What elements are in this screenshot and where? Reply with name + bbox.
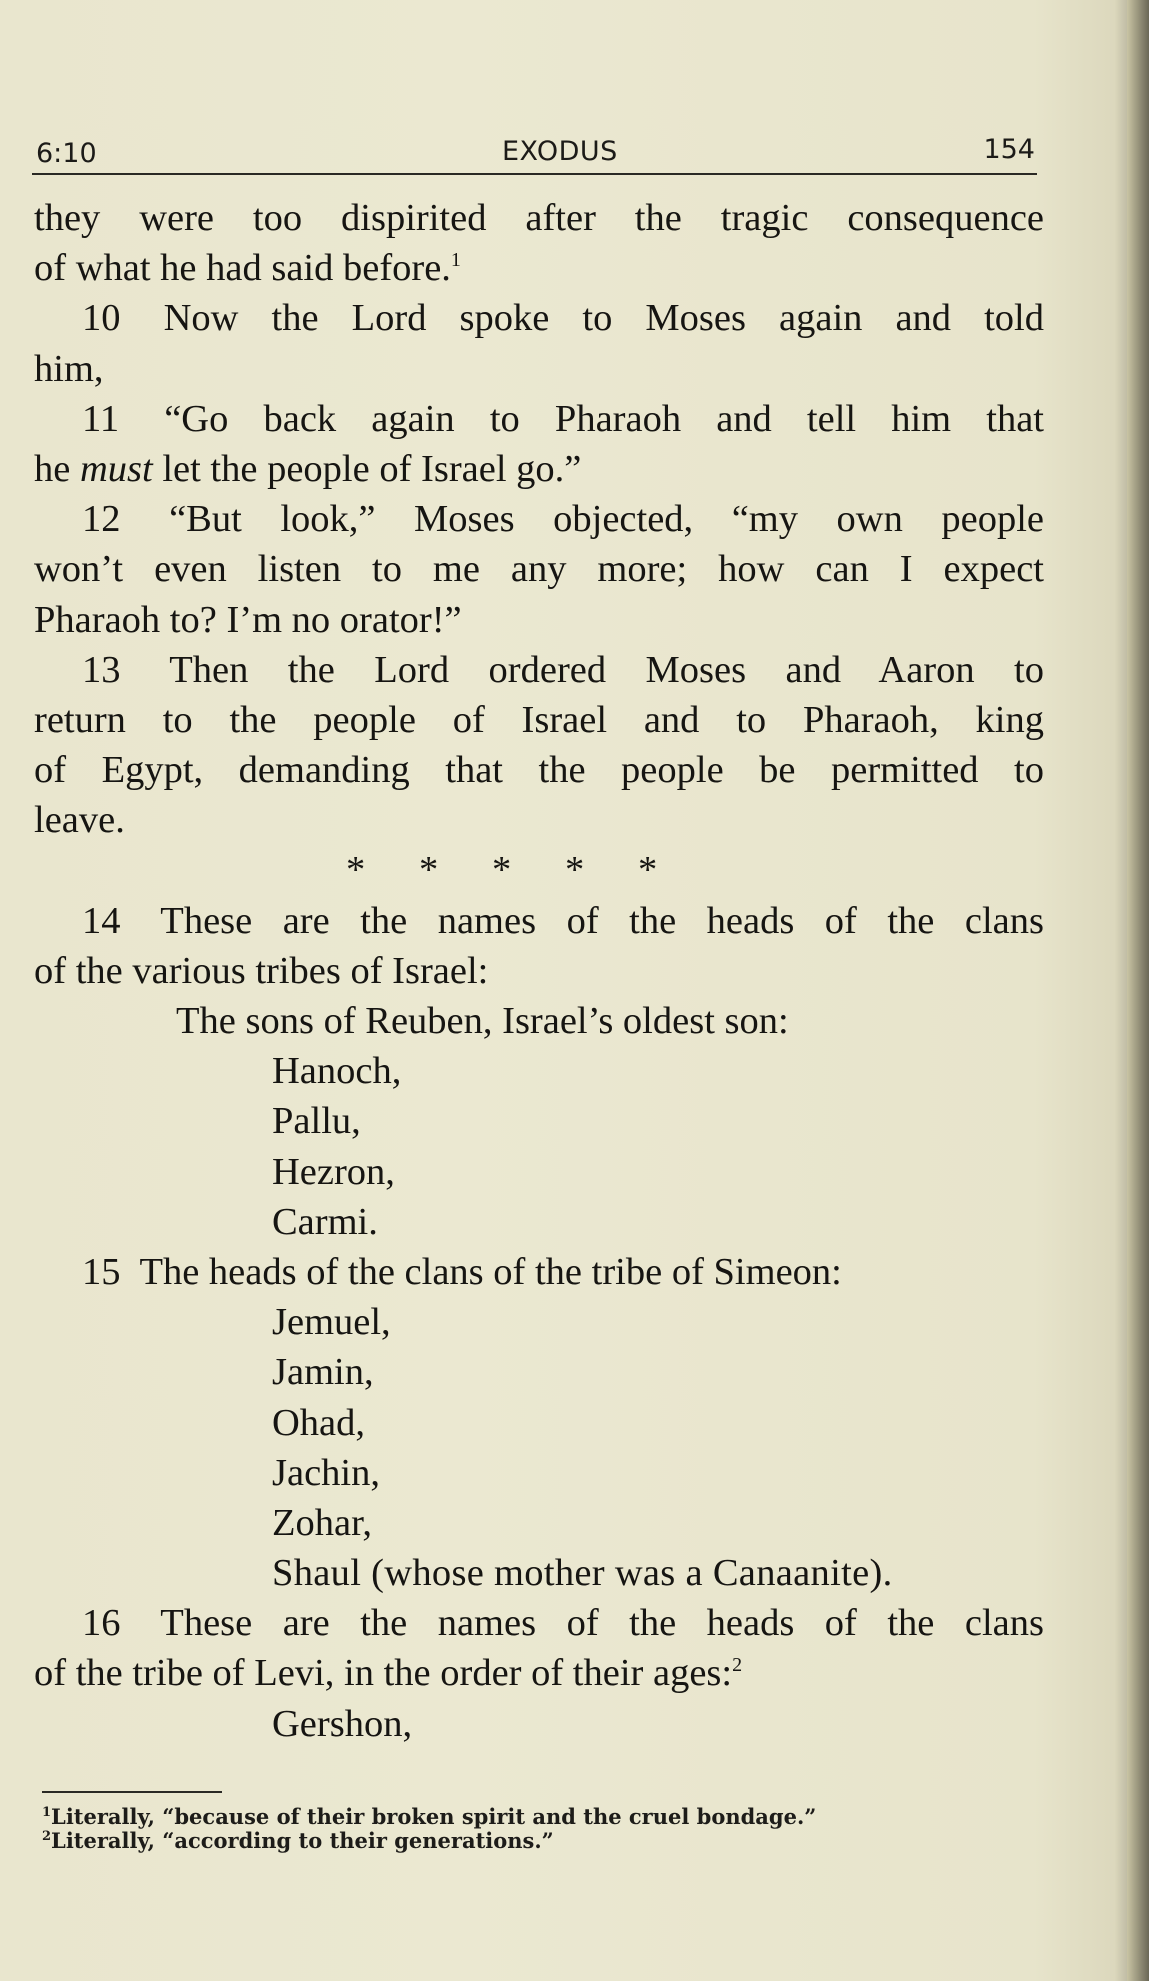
chapter-reference: 6:10 <box>36 138 97 169</box>
text-line: won’t even listen to me any more; how can I expect <box>34 548 1044 591</box>
text-line: Pharaoh to? I’m no orator!” <box>34 598 462 641</box>
list-item: Hanoch, <box>272 1050 402 1093</box>
text-line: him, <box>34 347 104 390</box>
footnote-rule <box>42 1791 222 1793</box>
book-title: EXODUS <box>502 136 618 167</box>
footnote <box>42 1805 942 1829</box>
verse-number: 15 <box>82 1250 121 1293</box>
text-line: of the tribe of Levi, in the order of their ages:$^2$ <box>34 1652 743 1695</box>
verse-10: 10 Now the Lord spoke to Moses again and told <box>82 297 1045 340</box>
verse-11: 11 “Go back again to Pharaoh and tell him that <box>82 397 1045 440</box>
footnote-mark: 1 <box>42 1805 52 1820</box>
asterisk: * <box>346 849 366 892</box>
verse-number: 12 <box>82 498 121 541</box>
list-item: Shaul (whose mother was a Canaanite). <box>272 1552 893 1595</box>
list-item: Hezron, <box>272 1150 395 1193</box>
text-line: they were too dispirited after the tragic consequence <box>34 197 1044 239</box>
footnote-reference: 1 <box>450 249 461 272</box>
list-item: Ohad, <box>272 1401 366 1444</box>
verse-14: 14 These are the names of the heads of the clans <box>82 899 1044 942</box>
verse-12: 12 “But look,” Moses objected, “my own people <box>82 498 1045 541</box>
text-line: of Egypt, demanding that the people be permitted to <box>34 749 1044 792</box>
text-line: leave. <box>34 799 125 842</box>
list-item: Carmi. <box>272 1200 378 1243</box>
list-item: Jemuel, <box>272 1301 391 1344</box>
verse-number: 10 <box>82 297 121 340</box>
list-item: Jachin, <box>272 1451 380 1494</box>
body-text <box>34 193 1044 1749</box>
text-line: of the various tribes of Israel: <box>34 949 489 992</box>
text-line: of what he had said before.$^1$ <box>34 247 461 290</box>
running-header <box>32 132 1037 178</box>
verse-13: 13 Then the Lord ordered Moses and Aaron to <box>82 648 1044 691</box>
text-line: The sons of Reuben, Israel’s oldest son: <box>176 1000 789 1042</box>
verse-number: 13 <box>82 648 121 691</box>
text-line: he must let the people of Israel go.” <box>34 447 582 490</box>
list-item: Zohar, <box>272 1501 373 1544</box>
asterisk: * <box>492 849 512 892</box>
asterisk: * <box>419 849 439 892</box>
footnote-text: Literally, “according to their generations.” <box>51 1828 554 1853</box>
page-number: 154 <box>983 134 1035 165</box>
text-line: return to the people of Israel and to Pharaoh, king <box>34 698 1044 741</box>
list-item: Pallu, <box>272 1100 361 1143</box>
list-item: Jamin, <box>272 1351 374 1394</box>
footnote-text: Literally, “because of their broken spirit and the cruel bondage.” <box>51 1804 817 1829</box>
header-rule <box>32 173 1037 175</box>
footnote-mark: 2 <box>42 1829 52 1844</box>
verse-16: 16 These are the names of the heads of the clans <box>82 1602 1044 1645</box>
verse-number: 16 <box>82 1602 121 1645</box>
verse-15: 15 The heads of the clans of the tribe of Simeon: <box>82 1250 842 1293</box>
footnote-reference: 2 <box>732 1654 743 1677</box>
emphasis: must <box>79 447 153 490</box>
asterisk: * <box>638 849 658 892</box>
footnotes <box>42 1791 942 1853</box>
list-item: Gershon, <box>272 1702 413 1745</box>
verse-number: 14 <box>82 899 121 942</box>
verse-number: 11 <box>82 397 120 440</box>
footnote <box>42 1829 942 1853</box>
book-spine-edge <box>1127 0 1149 1981</box>
section-break <box>34 845 1044 895</box>
asterisk: * <box>565 849 585 892</box>
